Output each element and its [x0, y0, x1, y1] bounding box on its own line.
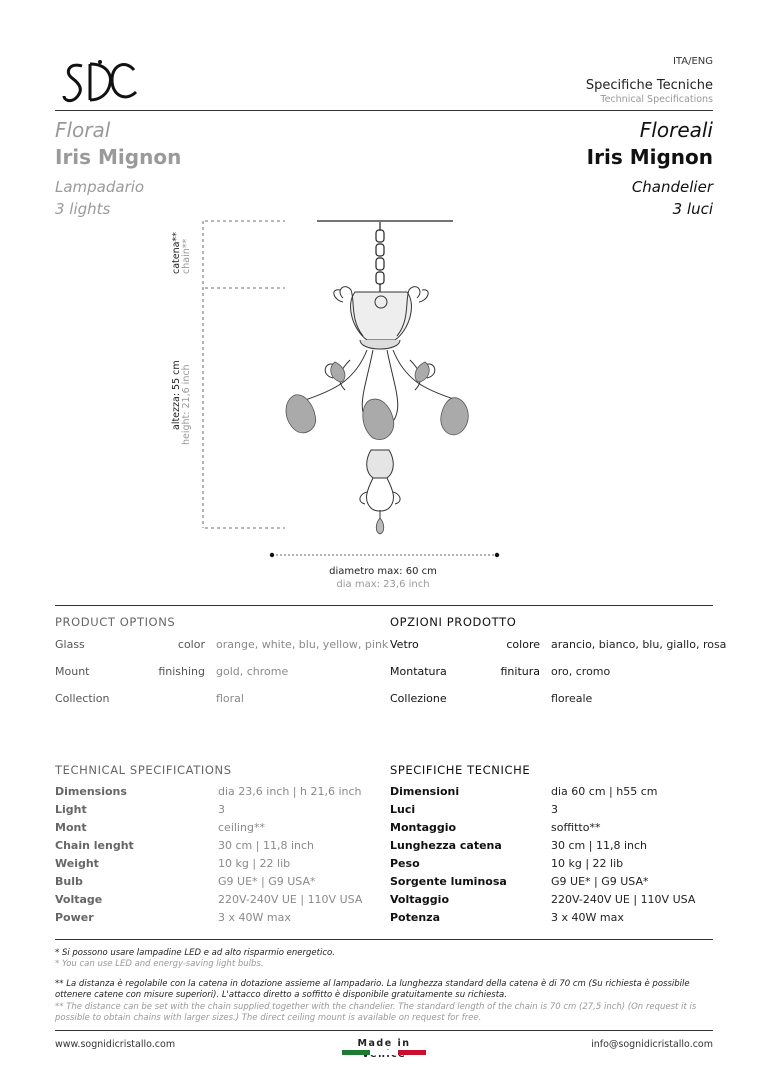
option-label: Montatura [390, 665, 447, 678]
spec-label: Mont [55, 821, 87, 834]
header-divider [55, 110, 713, 111]
height-label-en: height: 21,6 inch [181, 364, 192, 445]
product-name-en: Iris Mignon [55, 145, 182, 169]
chandelier-drawing [195, 210, 525, 570]
spec-value: dia 60 cm | h55 cm [551, 785, 658, 798]
collection-it: Floreali [639, 118, 713, 142]
spec-value: 10 kg | 22 lib [218, 857, 291, 870]
email-link[interactable]: info@sognidicristallo.com [591, 1039, 713, 1050]
spec-label: Dimensions [55, 785, 127, 798]
spec-label: Peso [390, 857, 420, 870]
option-label: Vetro [390, 638, 419, 651]
lights-en: 3 lights [55, 200, 111, 218]
spec-value: 3 x 40W max [218, 911, 291, 924]
spec-value: G9 UE* | G9 USA* [551, 875, 649, 888]
spec-value: 3 x 40W max [551, 911, 624, 924]
option-value: arancio, bianco, blu, giallo, rosa [551, 638, 727, 651]
spec-label: Sorgente luminosa [390, 875, 507, 888]
spec-value: 10 kg | 22 lib [551, 857, 624, 870]
product-name-it: Iris Mignon [586, 145, 713, 169]
spec-label: Light [55, 803, 87, 816]
spec-value: 30 cm | 11,8 inch [551, 839, 647, 852]
flag-white [370, 1050, 398, 1055]
language-indicator: ITA/ENG [672, 56, 713, 67]
spec-label: Dimensioni [390, 785, 460, 798]
option-sublabel: color [177, 638, 205, 651]
spec-value: G9 UE* | G9 USA* [218, 875, 316, 888]
option-sublabel: finitura [500, 665, 540, 678]
option-value: orange, white, blu, yellow, pink [216, 638, 389, 651]
spec-label: Weight [55, 857, 99, 870]
spec-value: 3 [218, 803, 225, 816]
product-options-heading-it: OPZIONI PRODOTTO [390, 615, 517, 629]
section-divider [55, 605, 713, 606]
product-type-it: Chandelier [631, 178, 713, 196]
diameter-label-it: diametro max: 60 cm [329, 566, 437, 577]
footnote-2-it: ** La distanza è regolabile con la catena in dotazione assieme al lampadario. La lunghezza standard della catena è di 70 cm (Su richiesta è possibile ottenere catene con misure superiori). L'attacco diretto a soffitto è disponibile gratuitamente su richiesta. [55, 979, 690, 1000]
spec-label: Bulb [55, 875, 83, 888]
footnote-1-en: * You can use LED and energy-saving light bulbs. [55, 959, 264, 969]
spec-label: Potenza [390, 911, 440, 924]
made-in-venice-label: Made in [357, 1038, 411, 1049]
tech-specs-heading-en: TECHNICAL SPECIFICATIONS [55, 763, 232, 777]
option-value: oro, cromo [551, 665, 611, 678]
footnote-1-it: * Si possono usare lampadine LED e ad alto risparmio energetico. [55, 948, 335, 958]
website-link[interactable]: www.sognidicristallo.com [55, 1039, 176, 1050]
product-options-heading-en: PRODUCT OPTIONS [55, 615, 176, 629]
option-label: Glass [55, 638, 85, 651]
option-sublabel: colore [506, 638, 540, 651]
collection-en: Floral [55, 118, 111, 142]
footnote-divider [55, 939, 713, 940]
spec-title-it: Specifiche Tecniche [585, 78, 713, 93]
product-type-en: Lampadario [55, 178, 145, 196]
option-label: Collezione [390, 692, 447, 705]
tech-specs-heading-it: SPECIFICHE TECNICHE [390, 763, 531, 777]
spec-value: 220V-240V UE | 110V USA [551, 893, 696, 906]
spec-value: ceiling** [218, 821, 265, 834]
spec-value: 30 cm | 11,8 inch [218, 839, 314, 852]
option-label: Mount [55, 665, 90, 678]
spec-label: Power [55, 911, 94, 924]
spec-label: Montaggio [390, 821, 457, 834]
spec-label: Lunghezza catena [390, 839, 502, 852]
footer-divider [55, 1030, 713, 1031]
chain-label-it: catena** [171, 232, 182, 274]
diameter-label-en: dia max: 23,6 inch [336, 579, 430, 590]
spec-value: dia 23,6 inch | h 21,6 inch [218, 785, 362, 798]
spec-value: soffitto** [551, 821, 601, 834]
option-label: Collection [55, 692, 110, 705]
spec-title-en: Technical Specifications [600, 94, 713, 105]
italian-flag-bar [342, 1050, 426, 1055]
spec-value: 3 [551, 803, 558, 816]
option-value: floral [216, 692, 244, 705]
option-value: gold, chrome [216, 665, 289, 678]
spec-label: Chain lenght [55, 839, 134, 852]
flag-red [398, 1050, 426, 1055]
spec-label: Luci [390, 803, 416, 816]
spec-label: Voltage [55, 893, 103, 906]
chain-label-en: chain** [181, 238, 192, 274]
brand-logo [60, 56, 140, 108]
height-label-it: altezza: 55 cm [171, 360, 182, 430]
flag-green [342, 1050, 370, 1055]
footnote-2-en: ** The distance can be set with the chain supplied together with the chandelier. The standard length of the chain is 70 cm (27,5 inch) (On request it is possible to obtain chains with larger sizes.) The direct ceiling mount is available on request for free. [55, 1002, 697, 1023]
option-value: floreale [551, 692, 593, 705]
spec-value: 220V-240V UE | 110V USA [218, 893, 363, 906]
lights-it: 3 luci [672, 200, 713, 218]
option-sublabel: finishing [158, 665, 205, 678]
spec-label: Voltaggio [390, 893, 449, 906]
